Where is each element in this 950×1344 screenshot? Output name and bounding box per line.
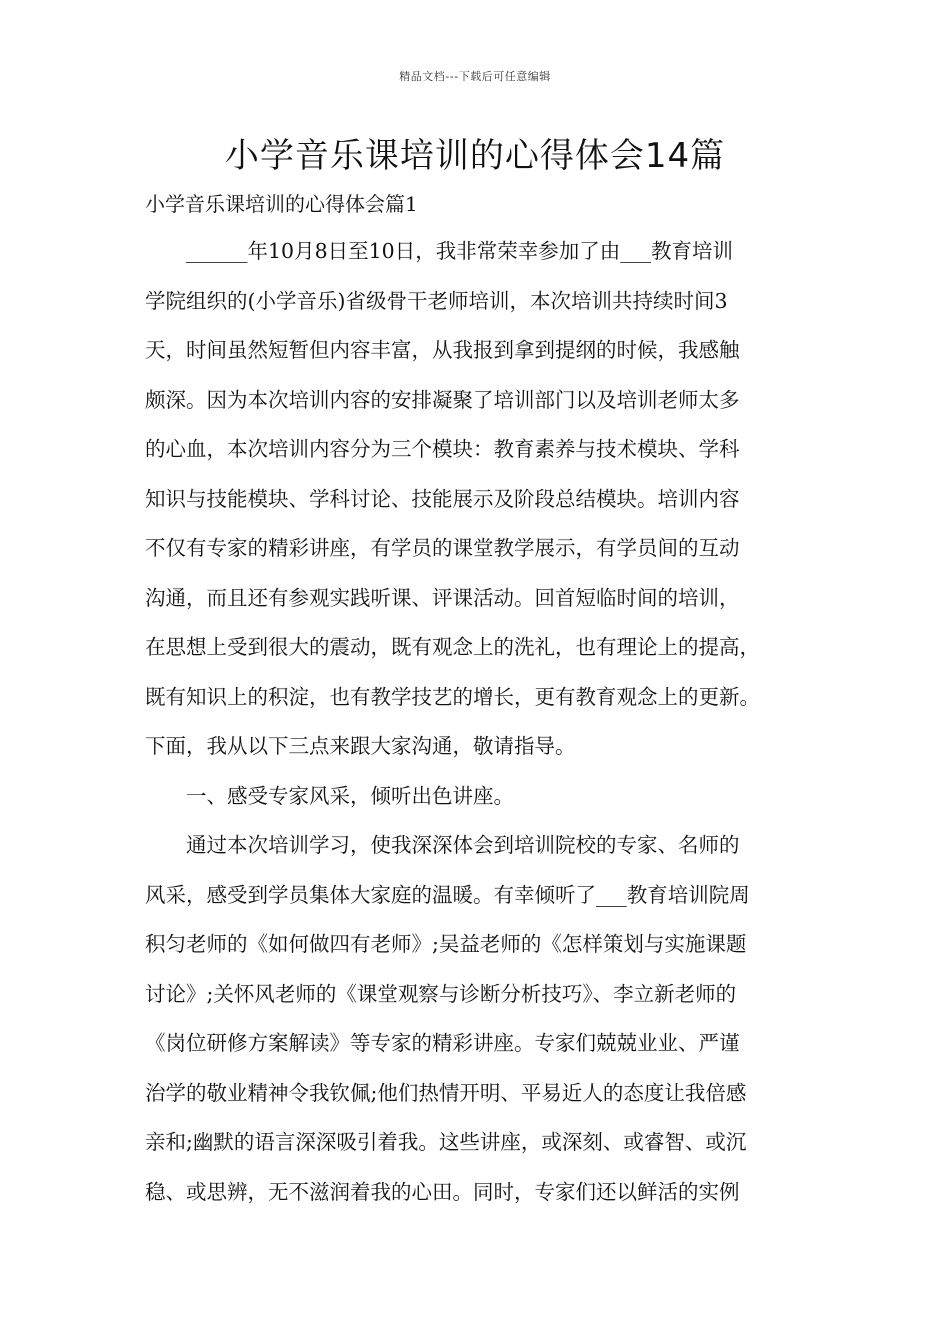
body-text: [145, 227, 825, 1217]
body-line: ______年10月8日至10日，我非常荣幸参加了由___教育培训: [186, 239, 733, 263]
body-line: 风采，感受到学员集体大家庭的温暖。有幸倾听了___教育培训院周: [145, 882, 750, 907]
body-line: 既有知识上的积淀，也有教学技艺的增长，更有教育观念上的更新。: [145, 684, 760, 709]
header-note: 精品文档---下载后可任意编辑: [399, 70, 551, 83]
body-line: 知识与技能模块、学科讨论、技能展示及阶段总结模块。培训内容: [145, 486, 740, 511]
body-line: 积匀老师的《如何做四有老师》;吴益老师的《怎样策划与实施课题: [145, 932, 747, 956]
body-line: 天，时间虽然短暂但内容丰富，从我报到拿到提纲的时候，我感触: [145, 338, 740, 362]
body-line: 下面，我从以下三点来跟大家沟通，敬请指导。: [145, 734, 576, 758]
body-line: 讨论》;关怀风老师的《课堂观察与诊断分析技巧》、李立新老师的: [145, 981, 737, 1006]
body-line: 学院组织的(小学音乐)省级骨干老师培训，本次培训共持续时间3: [145, 288, 728, 313]
body-line: 稳、或思辨，无不滋润着我的心田。同时，专家们还以鲜活的实例: [145, 1179, 740, 1204]
body-line: 亲和;幽默的语言深深吸引着我。这些讲座，或深刻、或睿智、或沉: [145, 1130, 747, 1154]
body-line: 沟通，而且还有参观实践听课、评课活动。回首短临时间的培训，: [145, 585, 740, 610]
body-line: 一、感受专家风采，倾听出色讲座。: [186, 783, 514, 808]
body-line: 颇深。因为本次培训内容的安排凝聚了培训部门以及培训老师太多: [145, 387, 740, 412]
body-line: 在思想上受到很大的震动，既有观念上的洗礼，也有理论上的提高，: [145, 635, 760, 659]
body-line: 的心血，本次培训内容分为三个模块：教育素养与技术模块、学科: [145, 437, 740, 461]
body-line: 不仅有专家的精彩讲座，有学员的课堂教学展示，有学员间的互动: [145, 536, 740, 560]
body-line: 《岗位研修方案解读》等专家的精彩讲座。专家们兢兢业业、严谨: [145, 1031, 740, 1055]
document-title: 小学音乐课培训的心得体会14篇: [224, 136, 726, 176]
section-heading: 小学音乐课培训的心得体会篇1: [145, 192, 418, 216]
body-line: 通过本次培训学习，使我深深体会到培训院校的专家、名师的: [186, 833, 740, 857]
body-line: 治学的敬业精神令我钦佩;他们热情开明、平易近人的态度让我倍感: [145, 1080, 747, 1105]
